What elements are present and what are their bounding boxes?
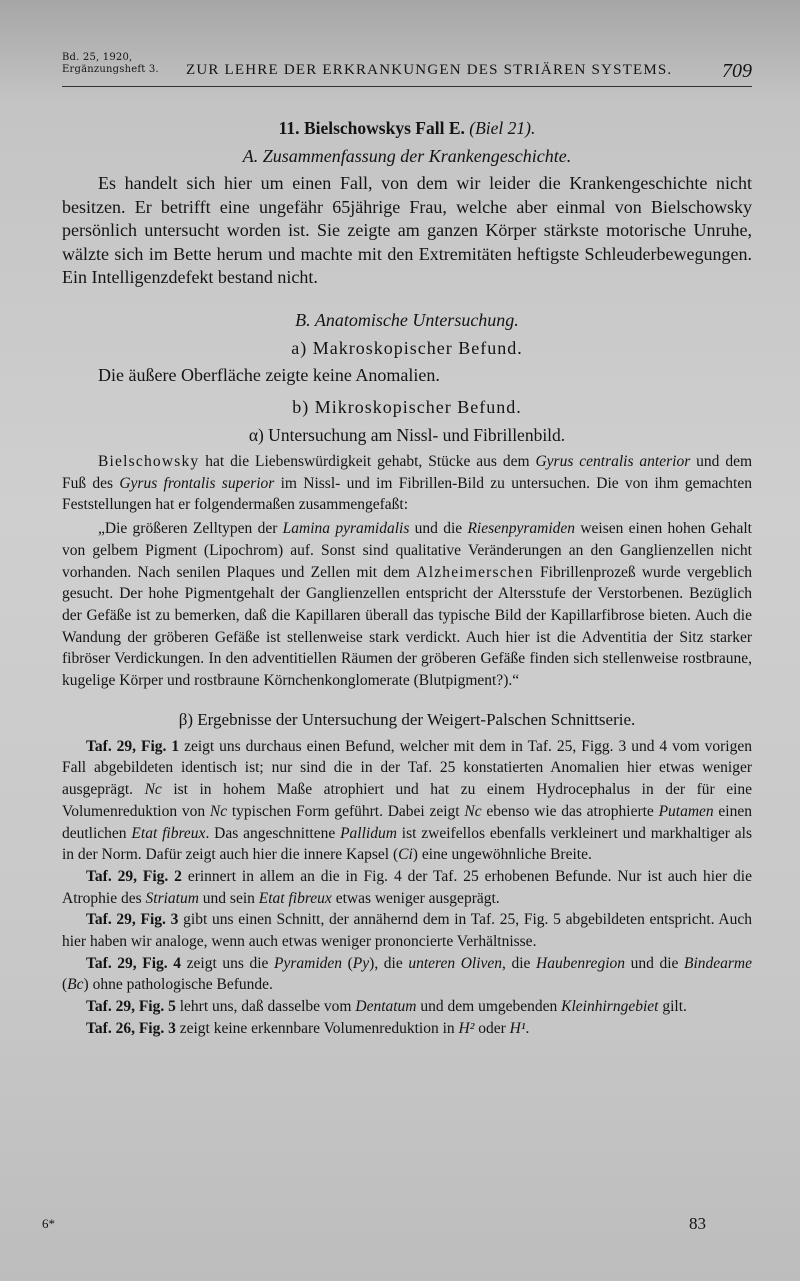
text-run: ) eine ungewöhnliche Breite. <box>412 846 592 864</box>
text-run: und dem Fuß des <box>62 453 753 492</box>
text-run: einen deutlichen <box>62 802 752 842</box>
author-name: Alzheimerschen <box>416 563 534 581</box>
text-run: hat die Liebenswürdigkeit gehabt, Stücke aus dem <box>199 453 536 470</box>
text-run: ist zweifellos ebenfalls verkleinert und markhaltiger als in der Norm. Dafür zeigt auch hier die innere Kapsel ( <box>62 824 752 864</box>
term: Riesenpyramiden <box>467 520 576 538</box>
volume-info <box>62 52 159 76</box>
term: Haubenregion <box>536 954 625 972</box>
microscopic-heading: b) Mikroskopischer Befund. <box>292 397 522 417</box>
text-run: . <box>525 1019 530 1037</box>
text-run: ) ohne pathologische Befunde. <box>83 976 273 994</box>
text-run: ebenso wie das atrophierte <box>481 802 659 820</box>
text-run: weisen einen hohen Gehalt von gelbem Pigment (Lipochrom) auf. Sonst sind qualitative Veränderungen an den Ganglienzellen nicht vorhanden. Nach senilen Plaques und Zellen mit dem <box>62 520 752 581</box>
term: Etat fibreux <box>131 824 206 842</box>
text-run: zeigt uns die <box>181 954 275 972</box>
text-run: zeigt uns durchaus einen Befund, welcher mit dem in Taf. 25, Figg. 3 und 4 vom vorigen Fall abgebildeten identisch ist; nur sind die in der Taf. 25 konstatierten Anomalien hier etwas weniger ausgeprägt. <box>62 737 752 799</box>
macroscopic-paragraph: Die äußere Oberfläche zeigte keine Anomalien. <box>98 364 440 385</box>
text-run: Fibrillenprozeß wurde vergeblich gesucht. Der hohe Pigmentgehalt der Ganglienzellen entspricht der Altersstufe der Verstorbenen. Bezüglich der Gefäße ist zu bemerken, daß die Kapillaren überall das typische Bild der Kapillarfibrose bieten. Auch die Wandung der gröberen Gefäße ist stellenweise stark verdickt. Auch hier ist die Adventitia der Sitz starker fibröser Verdickungen. In den adventitiellen Räumen der gröberen Gefäße finden sich stellenweise rostbraune, kugelige Körper und rostbraune Körnchenkonglomerate (Blutpigment?).“ <box>62 563 752 690</box>
figure-ref: Taf. 29, Fig. 5 <box>86 998 176 1016</box>
figure-paragraph <box>62 953 752 996</box>
page-body <box>62 116 752 1040</box>
running-header <box>62 52 752 87</box>
text-run: . Das angeschnittene <box>205 824 341 842</box>
text-run: oder <box>474 1019 510 1037</box>
section-b-heading: B. Anatomische Untersuchung. <box>295 309 519 330</box>
term: Nc <box>209 802 228 820</box>
text-run: und sein <box>198 889 259 907</box>
author-name: Bielschowsky <box>98 453 200 470</box>
text-run: „Die größeren Zelltypen der <box>98 520 283 538</box>
running-title: ZUR LEHRE DER ERKRANKUNGEN DES STRIÄREN SYSTEMS. <box>186 62 673 78</box>
volume-line: Bd. 25, 1920, <box>62 52 133 63</box>
term: Bc <box>67 976 84 994</box>
figure-paragraph <box>62 996 752 1018</box>
figure-paragraph <box>62 909 752 952</box>
text-run: ( <box>342 954 353 972</box>
text-run: gibt uns einen Schnitt, der annähernd dem in Taf. 25, Fig. 5 abgebildeten entspricht. Auch hier haben wir analoge, wenn auch etwas weniger prononcierte Verhältnisse. <box>62 911 752 951</box>
text-run: im Nissl- und im Fibrillen-Bild zu untersuchen. Die von ihm gemachten Feststellungen hat er folgendermaßen zusammengefaßt: <box>62 474 752 514</box>
term: Dentatum <box>355 998 417 1016</box>
term: H² <box>458 1019 475 1037</box>
text-run: , die <box>502 954 537 972</box>
page-number: 709 <box>722 60 752 82</box>
term: Nc <box>144 781 162 799</box>
term: Ci <box>398 846 413 864</box>
text-run: etwas weniger ausgeprägt. <box>331 889 500 907</box>
text-run: ), die <box>369 954 409 972</box>
supplement-line: Ergänzungsheft 3. <box>62 64 159 75</box>
text-run: ist in hohem Maße atrophiert und hat zu einem Hydrocephalus in der für eine Volumenreduktion von <box>62 781 753 820</box>
figure-ref: Taf. 29, Fig. 1 <box>86 737 180 755</box>
term: Lamina pyramidalis <box>282 520 410 538</box>
text-run: und die <box>625 954 684 972</box>
case-title <box>62 116 752 140</box>
case-ref: (Biel 21). <box>469 118 536 138</box>
text-run: zeigt keine erkennbare Volumenreduktion in <box>175 1019 459 1037</box>
sheet-number: 83 <box>689 1214 706 1233</box>
beta-heading: β) Ergebnisse der Untersuchung der Weigert-Palschen Schnittserie. <box>178 709 636 729</box>
figure-ref: Taf. 29, Fig. 3 <box>86 911 179 929</box>
term: Etat fibreux <box>258 889 332 907</box>
term: Gyrus centralis anterior <box>535 453 691 470</box>
figure-paragraph <box>62 1018 752 1040</box>
term: Kleinhirngebiet <box>561 998 659 1016</box>
text-run: lehrt uns, daß dasselbe vom <box>175 998 356 1016</box>
term: Bindearme <box>683 954 752 972</box>
term: Striatum <box>145 889 199 907</box>
term: Nc <box>464 802 482 820</box>
macroscopic-heading: a) Makroskopischer Befund. <box>291 337 523 358</box>
signature-mark: 6* <box>42 1216 55 1231</box>
figure-ref: Taf. 26, Fig. 3 <box>86 1019 176 1037</box>
alpha-heading: α) Untersuchung am Nissl- und Fibrillenbild. <box>248 425 566 445</box>
term: Py <box>352 954 370 972</box>
term: Pyramiden <box>274 954 343 972</box>
alpha-paragraph <box>62 451 752 516</box>
text-run: erinnert in allem an die in Fig. 4 der Taf. 25 erhobenen Befunde. Nur ist auch hier die Atrophie des <box>62 867 752 907</box>
figure-paragraph <box>62 866 752 909</box>
term: H¹ <box>509 1019 526 1037</box>
section-a-paragraph: Es handelt sich hier um einen Fall, von dem wir leider die Krankengeschichte nicht besitzen. Er betrifft eine ungefähr 65jährige Frau, welche aber einmal von Bielschowsky persönlich untersucht worden ist. Sie zeigte am ganzen Körper stärkste motorische Unruhe, wälzte sich im Bette herum und machte mit den Extremitäten heftigste Schleuderbewegungen. Ein Intelligenzdefekt bestand nicht. <box>62 173 752 287</box>
text-run: und dem umgebenden <box>416 998 562 1016</box>
case-number: 11. <box>278 118 300 138</box>
term: Putamen <box>658 802 714 820</box>
figure-paragraph <box>62 736 752 866</box>
text-run: typischen Form geführt. Dabei zeigt <box>227 802 465 820</box>
figure-ref: Taf. 29, Fig. 4 <box>86 954 182 972</box>
term: Pallidum <box>340 824 397 842</box>
term: unteren Oliven <box>408 954 503 972</box>
text-run: und die <box>409 520 468 538</box>
text-run: gilt. <box>658 998 687 1016</box>
figure-ref: Taf. 29, Fig. 2 <box>86 867 182 885</box>
case-name: Bielschowskys Fall E. <box>303 118 465 138</box>
alpha-quote <box>62 518 752 692</box>
text-run: ( <box>62 976 68 994</box>
term: Gyrus frontalis superior <box>119 474 275 492</box>
section-a-heading: A. Zusammenfassung der Krankengeschichte. <box>242 146 572 166</box>
